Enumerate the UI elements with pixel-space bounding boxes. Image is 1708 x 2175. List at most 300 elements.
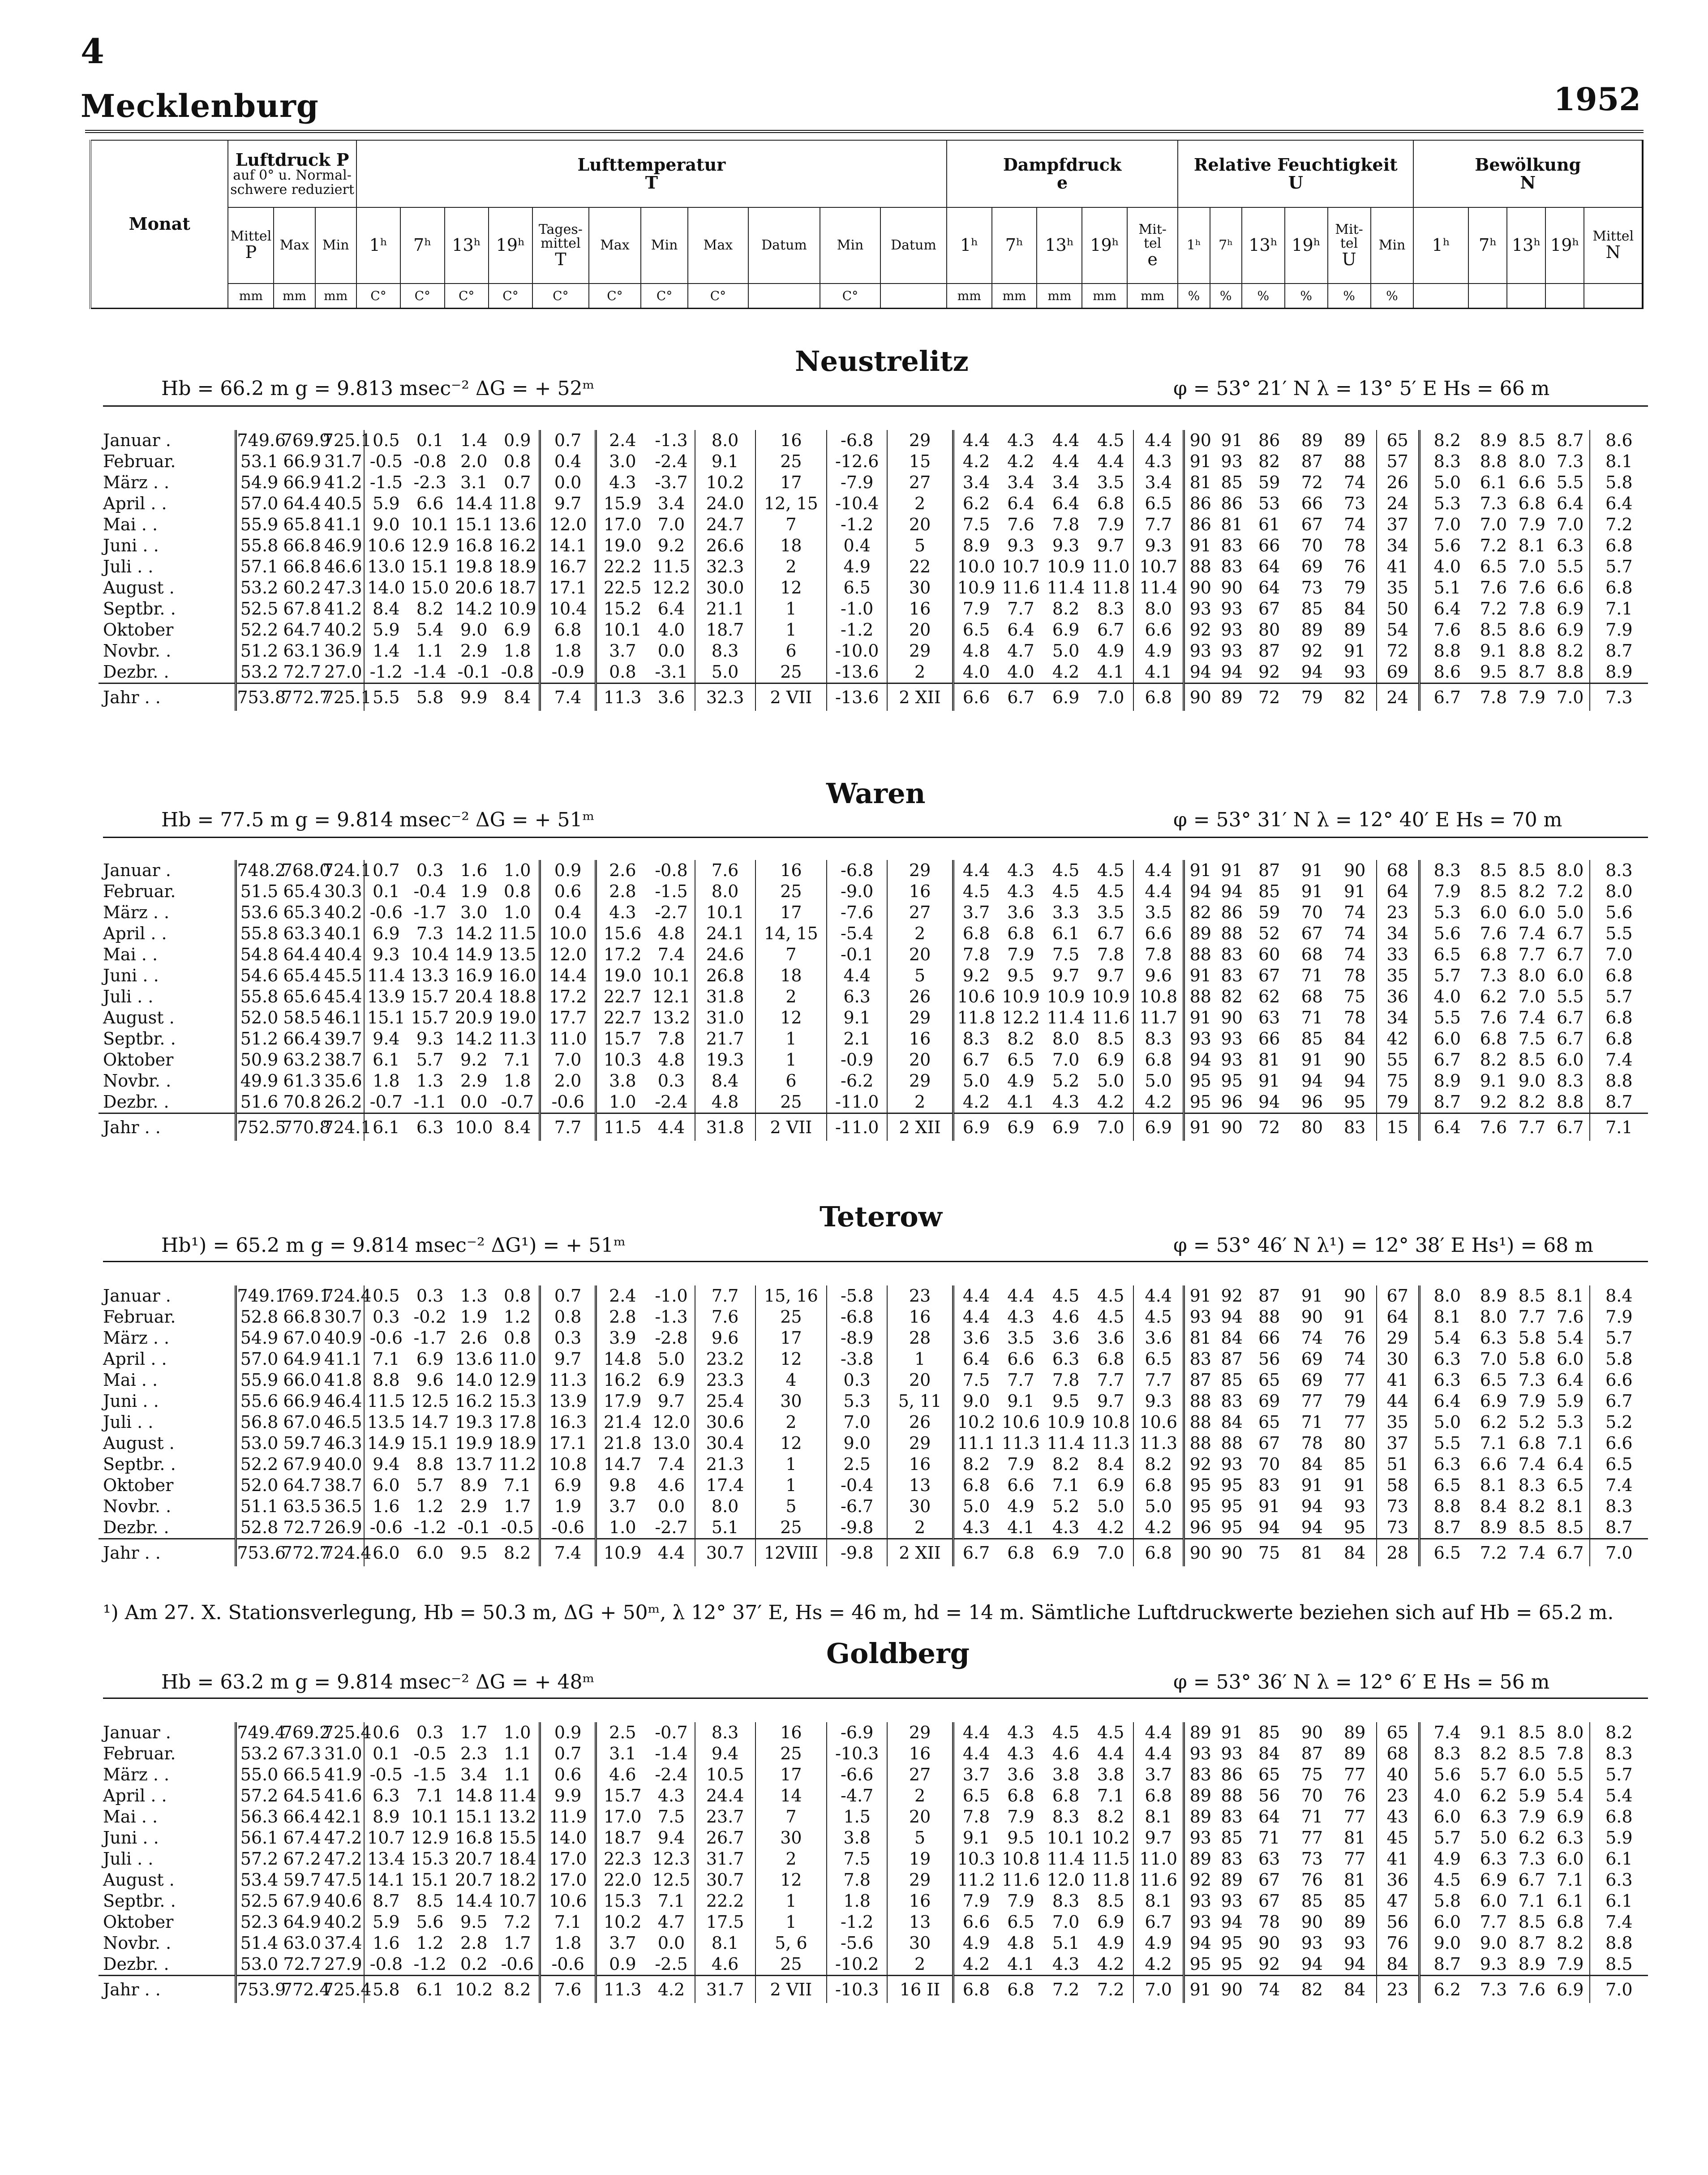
cell: 3.6 [953,1328,998,1349]
cell: 1 [755,1454,827,1475]
cell: 7.0 [1052,1912,1080,1932]
cell: 6.7 [1419,1049,1474,1070]
cell: 16 [755,860,827,881]
cell: 90 [1216,1976,1248,2003]
cell: 8.1 [1590,451,1648,472]
cell: 749.6 [236,430,282,451]
cell: 7.6 [1480,1008,1507,1027]
cell: 7.9 [1518,515,1546,534]
cell: 65.6 [283,987,322,1006]
station-name: Teterow [820,1200,942,1233]
unit: mm [992,284,1037,308]
cell: 6.3 [827,986,887,1007]
cell: 8.3 [1052,1807,1080,1827]
cell: 4.2 [1097,1954,1124,1974]
cell: 13.6 [455,1349,493,1369]
cell: 10.2 [596,1912,648,1933]
cell: 37 [1377,1433,1420,1454]
cell: 4.5 [1097,1307,1124,1327]
cell: 5.1 [695,1517,755,1539]
unit: mm [228,284,274,308]
cell: 25 [755,451,827,472]
cell: 22.7 [596,1007,648,1028]
cell: 10.6 [364,535,408,556]
cell: 6.4 [953,1349,998,1370]
cell: 74 [1343,473,1366,492]
cell: 3.5 [1097,473,1124,492]
cell: 8.5 [1518,860,1546,880]
cell: 5.2 [1590,1412,1648,1433]
cell: 11.4 [1133,577,1184,598]
cell: 41 [1377,556,1420,577]
cell: 15 [1377,1113,1420,1141]
cell: 12 [755,577,827,598]
cell: 12 [755,1870,827,1891]
cell: 13.9 [540,1391,596,1412]
month-label: März . . [103,1328,170,1348]
cell: 8.9 [460,1475,488,1495]
cell: 59.7 [283,1433,322,1453]
cell: 83 [1221,945,1243,964]
cell: 51 [1377,1454,1420,1475]
cell: 93 [1221,1891,1243,1911]
cell: 4.3 [1007,860,1034,880]
cell: 5.8 [1518,1349,1546,1369]
cell: 72 [1248,1113,1291,1141]
cell: 74 [1343,903,1366,922]
cell: 83 [1258,1475,1280,1495]
cell: 4.5 [1052,1723,1080,1742]
month-label: Novbr. . [103,641,172,661]
cell: 5.0 [1097,1071,1124,1091]
cell: 9.5 [1480,662,1507,682]
cell: -2.4 [655,451,688,471]
cell: 12.9 [498,1370,536,1390]
cell: 6.8 [953,1976,998,2003]
cell: 5.8 [1590,1349,1648,1370]
cell: 10.9 [953,577,998,598]
cell: 18 [755,965,827,986]
header-lufttemperatur [356,140,947,207]
cell: -1.2 [413,1517,446,1537]
cell: 7.0 [827,1412,887,1433]
cell: 6.8 [540,619,596,640]
cell: 22.2 [596,556,648,577]
cell: 87 [1301,451,1323,471]
cell: 6.5 [1480,1370,1507,1390]
cell: 8.2 [953,1454,998,1475]
cell: 15.7 [411,987,449,1006]
cell: 4.6 [695,1954,755,1976]
cell: 15.5 [498,1828,536,1848]
cell: 84 [1377,1954,1420,1976]
cell: 8.8 [1590,1933,1648,1954]
cell: 9.4 [695,1743,755,1764]
cell: 76 [1343,1786,1366,1805]
cell: 89 [1343,1912,1366,1932]
cell: 9.6 [695,1328,755,1349]
cell: 6.5 [953,619,998,640]
cell: 40.9 [324,1328,362,1348]
cell: 90 [1221,578,1243,597]
cell: 10.0 [452,1113,496,1141]
cell: -13.6 [827,683,887,711]
cell: 3.7 [1133,1764,1184,1785]
cell: 6.0 [1480,903,1507,922]
cell: 66.9 [283,1391,322,1411]
cell: 6.7 [1097,924,1124,943]
cell: 6.1 [1557,1891,1584,1911]
cell: 7.0 [1590,1976,1648,2003]
table-row [99,640,1648,662]
cell: 56.3 [236,1806,282,1827]
cell: 72 [1301,473,1323,492]
cell: 7.0 [1551,683,1590,711]
cell: 4.6 [1052,1307,1080,1327]
cell: 7.7 [1007,1370,1034,1390]
cell: -8.9 [827,1328,887,1349]
cell: 9.3 [1133,1391,1184,1412]
cell: 5.0 [1097,1496,1124,1516]
cell: 0.3 [540,1328,596,1349]
cell: 0.3 [416,860,444,880]
cell: 64.7 [283,620,322,640]
cell: 4.7 [657,1912,685,1932]
cell: 16 [755,1722,827,1743]
cell: 40.2 [324,903,362,922]
cell: 7.1 [1052,1475,1080,1495]
col-n-1h: 1ʰ [1413,207,1468,284]
cell: 8.2 [1480,1744,1507,1763]
cell: 17.0 [540,1870,596,1891]
cell: 94 [1301,1954,1323,1974]
cell: 89 [1343,1723,1366,1742]
cell: -5.4 [827,923,887,944]
header-luftdruck [228,140,356,207]
cell: 81 [1291,1539,1334,1567]
cell: 4.4 [1133,1285,1184,1307]
cell: 12 [755,1349,827,1370]
cell: 40.2 [324,620,362,640]
cell: 14.0 [364,577,408,598]
cell: 8.5 [1480,881,1507,901]
cell: 3.3 [1052,903,1080,922]
cell: 0.4 [540,902,596,923]
cell: 96 [1301,1092,1323,1112]
cell: 9.0 [1480,1933,1507,1953]
cell: 37 [1377,514,1420,535]
cell: 724.1 [322,860,372,880]
cell: 30.6 [695,1412,755,1433]
cell: 6.9 [998,1113,1043,1141]
unit: % [1178,284,1210,308]
cell: 14.0 [540,1827,596,1848]
station-meta-left: Hb = 66.2 m g = 9.813 msec⁻² ΔG = + 52ᵐ [161,377,595,400]
cell: 62 [1258,987,1280,1006]
cell: 55.8 [236,986,282,1007]
cell: 56.1 [236,1827,282,1848]
cell: 27 [887,1764,953,1785]
cell: 90 [1216,1113,1248,1141]
cell: 752.5 [236,1113,282,1141]
cell: 21.8 [596,1433,648,1454]
cell: 3.4 [1133,472,1184,493]
cell: 6.7 [1557,945,1584,964]
cell: 6.7 [1557,924,1584,943]
cell: 22 [887,556,953,577]
table-row [99,1743,1648,1764]
cell: 1 [755,1912,827,1933]
cell: 4.4 [1133,1722,1184,1743]
cell: 50.9 [236,1049,282,1070]
cell: -1.0 [655,1286,688,1306]
cell: 9.0 [1419,1933,1474,1954]
cell: 5.0 [1133,1496,1184,1517]
cell: 89 [1343,1744,1366,1763]
cell: 55.9 [236,1370,282,1391]
cell: 4.9 [1097,1933,1124,1953]
unit [1545,284,1584,308]
month-label: Oktober [103,1050,174,1070]
cell: 13.0 [652,1433,691,1453]
cell: 4.4 [1133,430,1184,451]
cell: 93 [1221,1454,1243,1474]
cell: 65.4 [283,966,322,985]
cell: 8.8 [364,1370,408,1391]
cell: 26.8 [695,965,755,986]
table-row [99,598,1648,619]
cell: -0.8 [413,451,446,471]
cell: 53.2 [236,1743,282,1764]
cell: 768.0 [281,860,330,880]
cell: 41 [1377,1848,1420,1870]
cell: 57.1 [236,556,282,577]
table-row [99,1070,1648,1092]
month-label: Dezbr. . [103,1092,169,1112]
cell: 11.5 [1091,1849,1130,1869]
cell: 6.3 [1480,1807,1507,1827]
cell: -6.8 [827,860,887,881]
cell: 2.8 [460,1933,488,1953]
cell: 753.9 [236,1976,282,2003]
cell: 7.1 [416,1786,444,1805]
cell: 9.3 [364,944,408,965]
cell: 84 [1343,599,1366,619]
cell: 20 [887,619,953,640]
cell: 4.4 [1007,1286,1034,1306]
cell: 12.0 [540,944,596,965]
cell: 61 [1258,515,1280,534]
cell: 9.4 [364,1028,408,1049]
cell: 6.8 [1133,1049,1184,1070]
month-label: Oktober [103,1912,174,1932]
month-label: März . . [103,1765,170,1784]
cell: 12 [755,1433,827,1454]
cell: 85 [1221,1370,1243,1390]
cell: 73 [1343,494,1366,513]
cell: 22.0 [596,1870,648,1891]
cell: 5 [755,1496,827,1517]
unit: % [1210,284,1242,308]
cell: 6.8 [998,1976,1043,2003]
cell: 7.8 [827,1870,887,1891]
cell: 11.5 [596,1113,648,1141]
cell: 769.1 [281,1286,330,1306]
cell: 18.7 [695,619,755,640]
cell: 16 II [887,1976,953,2003]
cell: 6.5 [1419,1475,1474,1496]
cell: 66.9 [283,473,322,492]
cell: 7.5 [953,1370,998,1391]
cell: 2.9 [460,641,488,661]
cell: -10.2 [827,1954,887,1976]
cell: 724.4 [322,1286,372,1306]
cell: 5 [887,965,953,986]
cell: 11.7 [1133,1007,1184,1028]
year: 1952 [1554,81,1641,118]
cell: 8.1 [1480,1475,1507,1495]
cell: 8.7 [1557,430,1584,450]
cell: -2.8 [655,1328,688,1348]
cell: 18.9 [498,557,536,576]
table-row [99,1285,1648,1307]
cell: 95 [1184,1954,1216,1976]
cell: 6.2 [1419,1976,1474,2003]
cell: 6.2 [1480,987,1507,1006]
cell: 30 [755,1391,827,1412]
cell: 85 [1221,473,1243,492]
cell: 5.7 [1590,1328,1648,1349]
cell: 8.8 [1557,662,1584,682]
cell: 41.2 [324,473,362,492]
cell: 7.9 [1590,619,1648,640]
cell: 67 [1258,1433,1280,1453]
cell: 17.1 [540,577,596,598]
cell: 753.8 [236,683,282,711]
cell: 31.0 [324,1744,362,1763]
cell: 8.8 [1557,1092,1584,1112]
cell: 30 [755,1827,827,1848]
cell: 3.8 [1097,1765,1124,1784]
cell: 9.3 [1007,536,1034,555]
cell: 20 [887,1049,953,1070]
cell: 6.8 [1133,1785,1184,1806]
cell: 23 [1377,1785,1420,1806]
month-label: Juni . . [103,1828,159,1848]
cell: 10.9 [1002,987,1040,1006]
cell: 27.0 [324,662,362,682]
cell: 74 [1301,1328,1323,1348]
cell: 96 [1184,1517,1216,1539]
cell: 749.4 [236,1722,282,1743]
cell: 6.0 [1557,1849,1584,1869]
cell: 8.3 [1133,1028,1184,1049]
cell: 78 [1301,1433,1323,1453]
cell: 9.5 [1007,1828,1034,1848]
cell: 15.1 [455,515,493,534]
cell: 16.2 [498,536,536,555]
cell: 11.6 [1133,1870,1184,1891]
cell: 7.8 [1052,515,1080,534]
table-row [99,430,1648,451]
cell: 20.7 [455,1849,493,1869]
cell: 9.3 [1133,535,1184,556]
cell: 89 [1221,1870,1243,1890]
cell: 5.4 [1557,1786,1584,1805]
cell: 5.5 [1557,1765,1584,1784]
table-row [99,860,1648,881]
cell: 16.9 [455,966,493,985]
cell: 4.5 [1097,1723,1124,1742]
cell: 94 [1184,662,1216,683]
cell: 8.2 [1557,1933,1584,1953]
cell: 7.3 [1518,1849,1546,1869]
cell: 8.2 [1518,881,1546,901]
cell: 6.5 [1590,1454,1648,1475]
cell: 35 [1377,577,1420,598]
col-e-7h: 7ʰ [992,207,1037,284]
unit [1507,284,1545,308]
cell: 17.2 [540,986,596,1007]
cell: 88 [1184,1433,1216,1454]
cell: 2 VII [755,683,827,711]
cell: 11.8 [498,494,536,513]
cell: 11.4 [1047,1008,1085,1027]
cell: 63 [1258,1008,1280,1027]
col-n-13h: 13ʰ [1507,207,1545,284]
cell: 5.7 [416,1475,444,1495]
cell: 82 [1291,1976,1334,2003]
cell: 68 [1301,987,1323,1006]
cell: 2 [755,556,827,577]
col-u-1h: 1ʰ [1178,207,1210,284]
cell: -1.5 [413,1765,446,1784]
cell: 7.3 [1474,1976,1513,2003]
cell: 19.0 [498,1008,536,1027]
cell: 8.4 [496,1113,540,1141]
cell: 8.2 [496,1976,540,2003]
cell: 64.9 [283,1912,322,1932]
cell: 4.4 [953,1722,998,1743]
cell: 749.1 [236,1285,282,1307]
year-row [99,1113,1648,1141]
cell: 93 [1343,1496,1366,1516]
cell: 6.8 [1097,494,1124,513]
col-t-13h: 13ʰ [445,207,489,284]
cell: 78 [1343,1008,1366,1027]
cell: 55.6 [236,1391,282,1412]
cell: 24.6 [695,944,755,965]
cell: 7 [755,1806,827,1827]
cell: 12.9 [411,1828,449,1848]
cell: 67.2 [283,1849,322,1869]
cell: 8.3 [695,640,755,662]
cell: 70 [1301,903,1323,922]
cell: 8.0 [1557,860,1584,880]
cell: 5.8 [408,683,452,711]
cell: 5.2 [1518,1412,1546,1432]
cell: -1.7 [413,1328,446,1348]
cell: 20.6 [455,578,493,597]
cell: 3.1 [460,473,488,492]
cell: 2.6 [460,1328,488,1348]
cell: 0.7 [364,860,408,881]
cell: 93 [1221,599,1243,619]
cell: 47.2 [324,1828,362,1848]
cell: -6.7 [827,1496,887,1517]
col-t-7h: 7ʰ [400,207,444,284]
cell: 5.8 [364,1976,408,2003]
